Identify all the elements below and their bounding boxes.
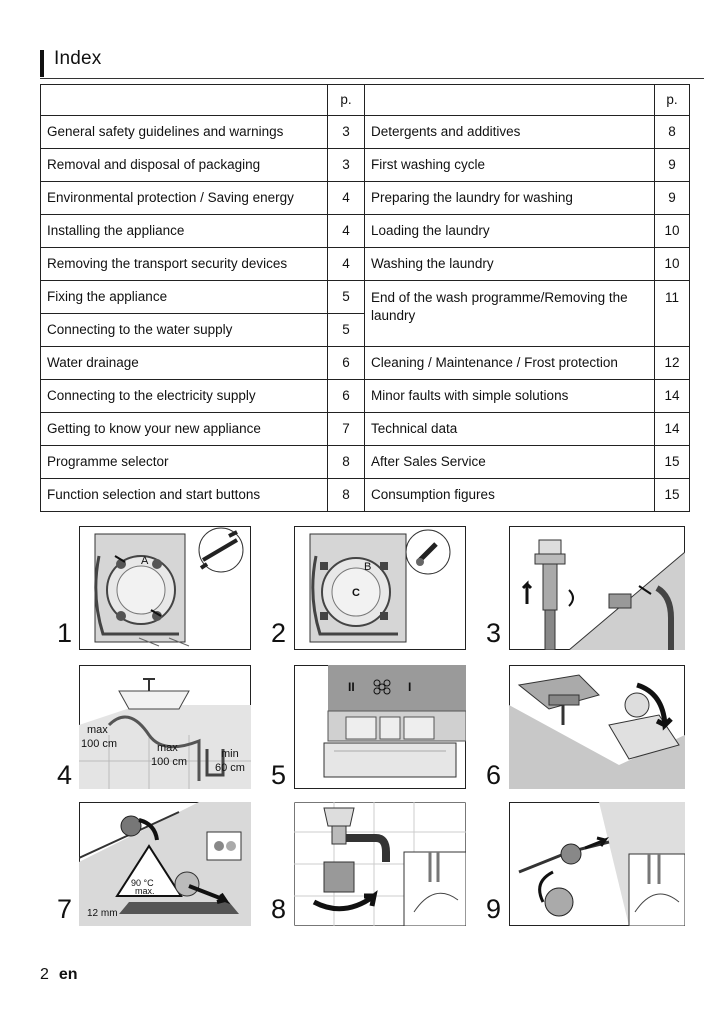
label-min: min (221, 748, 239, 760)
figure-9-inlet-filter (509, 802, 685, 926)
figure-number-8: 8 (271, 894, 287, 924)
label-temperature: 90 °C (131, 878, 154, 888)
label-dimension: 12 mm (87, 908, 118, 919)
table-row (41, 446, 690, 479)
index-entry-title: Washing the laundry (365, 248, 655, 281)
label-c: C (352, 587, 360, 599)
figure-2-transport-caps (294, 526, 466, 650)
table-row (41, 149, 690, 182)
index-entry-title: Environmental protection / Saving energy (41, 182, 328, 215)
label-b: B (364, 561, 372, 573)
table-row (41, 182, 690, 215)
symbol-i: I (408, 680, 412, 694)
index-entry-title: Detergents and additives (365, 116, 655, 149)
index-entry-title: After Sales Service (365, 446, 655, 479)
index-entry-page: 8 (655, 116, 690, 149)
label-max-2: max (157, 742, 178, 754)
index-entry-page: 14 (655, 413, 690, 446)
index-entry-page: 4 (328, 248, 365, 281)
figure-5-detergent-drawer (294, 665, 466, 789)
table-header-row (41, 85, 690, 116)
index-entry-title: Connecting to the water supply (41, 314, 328, 347)
index-entry-title: Preparing the laundry for washing (365, 182, 655, 215)
language-code: en (58, 966, 78, 983)
index-entry-page: 12 (655, 347, 690, 380)
index-entry-page: 15 (655, 479, 690, 512)
index-entry-page: 9 (655, 149, 690, 182)
index-entry-title: End of the wash programme/Removing the laundry (365, 281, 655, 347)
index-entry-page: 3 (328, 116, 365, 149)
table-row (41, 215, 690, 248)
figure-number-7: 7 (57, 894, 73, 924)
figure-number-2: 2 (271, 618, 287, 648)
index-entry-page: 10 (655, 215, 690, 248)
table-row (41, 413, 690, 446)
index-entry-page: 11 (655, 281, 690, 347)
page-col-header-left: p. (328, 85, 365, 116)
page-footer (40, 966, 78, 984)
index-entry-title: Connecting to the electricity supply (41, 380, 328, 413)
index-entry-page: 5 (328, 281, 365, 314)
index-entry-title: Removing the transport security devices (41, 248, 328, 281)
index-entry-title: Removal and disposal of packaging (41, 149, 328, 182)
index-entry-title: Technical data (365, 413, 655, 446)
page-number: 2 (40, 966, 49, 983)
index-entry-page: 7 (328, 413, 365, 446)
index-entry-page: 8 (328, 446, 365, 479)
figure-6-drawer-insert (509, 665, 685, 789)
header-bar (40, 50, 44, 77)
index-entry-page: 3 (328, 149, 365, 182)
figure-number-5: 5 (271, 760, 287, 790)
index-entry-title: Consumption figures (365, 479, 655, 512)
page-col-header-right: p. (655, 85, 690, 116)
index-entry-title: General safety guidelines and warnings (41, 116, 328, 149)
label-max-2-value: 100 cm (151, 756, 188, 768)
label-max: max. (135, 886, 155, 896)
index-entry-title: Fixing the appliance (41, 281, 328, 314)
label-min-value: 60 cm (215, 762, 245, 774)
table-row (41, 116, 690, 149)
index-entry-page: 4 (328, 215, 365, 248)
figure-number-4: 4 (57, 760, 73, 790)
index-entry-page: 15 (655, 446, 690, 479)
table-row (41, 248, 690, 281)
index-entry-page: 8 (328, 479, 365, 512)
index-entry-page: 5 (328, 314, 365, 347)
table-row (41, 281, 690, 314)
index-entry-title: Function selection and start buttons (41, 479, 328, 512)
index-entry-title: Getting to know your new appliance (41, 413, 328, 446)
symbol-ii: II (348, 680, 355, 694)
index-table (40, 84, 690, 512)
figure-number-1: 1 (57, 618, 73, 648)
index-entry-title: Cleaning / Maintenance / Frost protection (365, 347, 655, 380)
figure-3-water-tap (509, 526, 685, 650)
figure-number-3: 3 (486, 618, 502, 648)
label-max-1-value: 100 cm (81, 738, 118, 750)
index-entry-title: Water drainage (41, 347, 328, 380)
header-rule (40, 78, 704, 79)
figure-number-9: 9 (486, 894, 502, 924)
figure-8-tap-filter (294, 802, 466, 926)
table-row (41, 347, 690, 380)
figure-7-drain-pump (79, 802, 251, 926)
index-entry-title: First washing cycle (365, 149, 655, 182)
index-entry-title: Installing the appliance (41, 215, 328, 248)
index-entry-title: Loading the laundry (365, 215, 655, 248)
figure-number-6: 6 (486, 760, 502, 790)
table-row (41, 479, 690, 512)
index-entry-page: 10 (655, 248, 690, 281)
index-entry-page: 4 (328, 182, 365, 215)
label-a: A (141, 555, 149, 567)
index-entry-title: Minor faults with simple solutions (365, 380, 655, 413)
label-max-1: max (87, 724, 108, 736)
figure-1-transport-bolts (79, 526, 251, 650)
index-entry-page: 9 (655, 182, 690, 215)
index-entry-page: 6 (328, 347, 365, 380)
index-entry-title: Programme selector (41, 446, 328, 479)
page-title: Index (54, 48, 102, 69)
index-entry-page: 14 (655, 380, 690, 413)
figure-4-drainage (79, 665, 251, 789)
index-entry-page: 6 (328, 380, 365, 413)
table-row (41, 380, 690, 413)
